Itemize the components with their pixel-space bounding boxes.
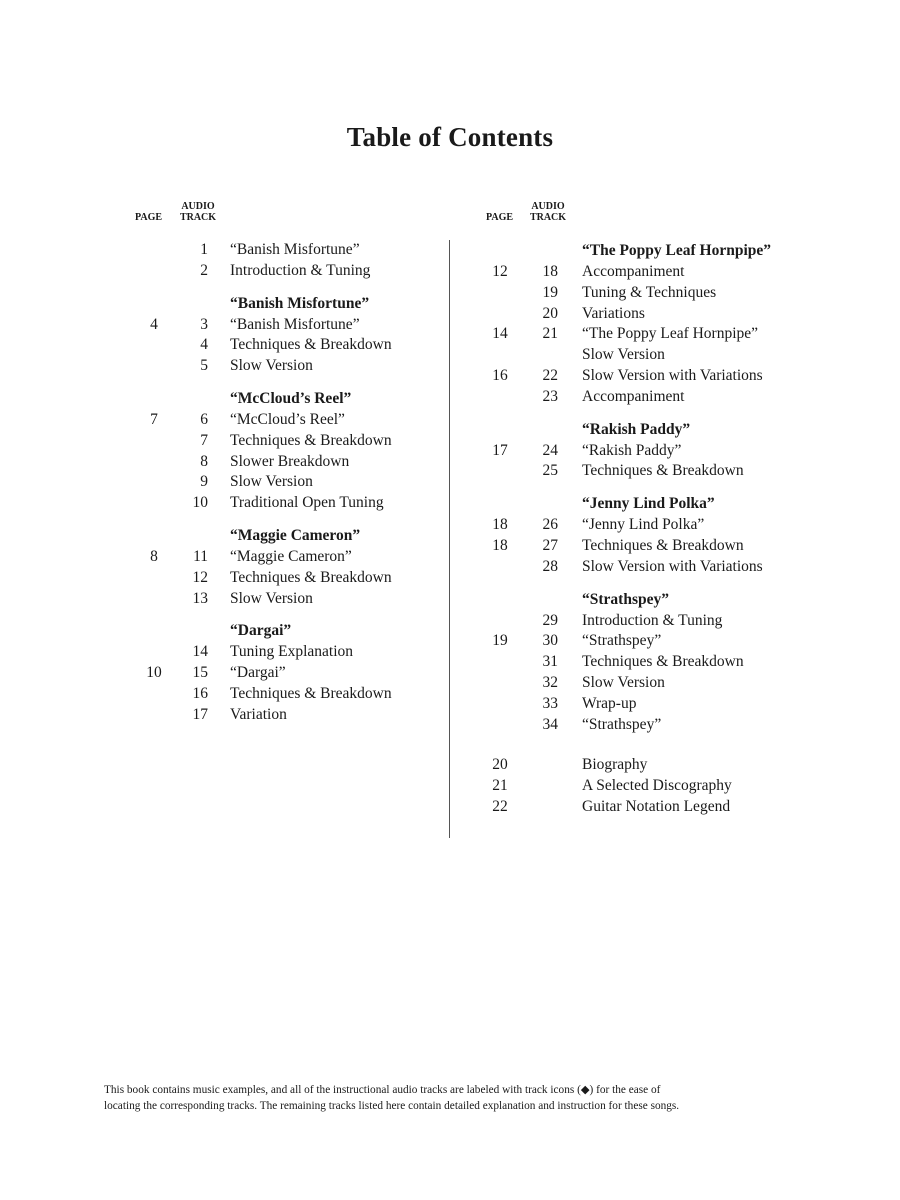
entry-track-number: 17 (192, 705, 208, 723)
toc-entry (482, 461, 812, 482)
toc-entry (130, 589, 450, 610)
entry-track-number: 13 (192, 589, 208, 607)
entry-description: Biography (582, 756, 648, 774)
toc-entry (482, 345, 812, 366)
entry-description: Slow Version (230, 589, 313, 607)
toc-entry (482, 557, 812, 578)
page-header-label: PAGE (486, 212, 514, 223)
section-title: “Rakish Paddy” (582, 420, 691, 438)
toc-entry (482, 755, 812, 776)
entry-track-number: 10 (192, 494, 208, 512)
entry-page-number: 17 (492, 441, 508, 459)
toc-entry (482, 324, 812, 345)
column-header (130, 196, 450, 240)
section-title: “McCloud’s Reel” (230, 389, 352, 407)
entry-track-number: 2 (200, 261, 208, 279)
section-title: “Dargai” (230, 622, 292, 640)
toc-entry (482, 715, 812, 736)
entry-description: Introduction & Tuning (230, 261, 371, 279)
entry-description: “Dargai” (230, 664, 286, 682)
entry-page-number: 8 (150, 547, 158, 565)
toc-entry (130, 335, 450, 356)
toc-entry (130, 315, 450, 336)
entry-track-number: 18 (542, 263, 558, 280)
audio-track-header-label: AUDIO TRACK (529, 201, 567, 223)
column-header (482, 196, 812, 240)
entry-description: Techniques & Breakdown (582, 653, 744, 671)
entry-description: “Banish Misfortune” (230, 315, 360, 333)
section-heading (130, 293, 450, 315)
entry-track-number: 32 (542, 673, 558, 691)
toc-entry (482, 387, 812, 408)
entry-track-number: 31 (542, 653, 558, 671)
footnote-line: locating the corresponding tracks. The remaining tracks listed here contain detailed explanation and instruction for these songs. (104, 1100, 680, 1112)
entry-track-number: 25 (542, 462, 558, 480)
toc-entry (482, 673, 812, 694)
toc-entry (482, 304, 812, 325)
toc-right-column (482, 196, 812, 818)
entry-description: Variations (582, 304, 645, 322)
toc-entry (130, 240, 450, 261)
entry-description: Slow Version (230, 357, 313, 375)
toc-entry (130, 642, 450, 663)
toc-entry (482, 611, 812, 632)
section-heading (482, 419, 812, 441)
entry-track-number: 1 (200, 241, 208, 258)
entry-description: A Selected Discography (582, 777, 732, 795)
entry-description: Accompaniment (582, 387, 685, 405)
entry-track-number: 14 (192, 643, 208, 661)
entry-description: Techniques & Breakdown (230, 431, 392, 449)
entry-track-number: 20 (542, 304, 558, 322)
section-title: “Jenny Lind Polka” (582, 495, 715, 513)
entry-description: Guitar Notation Legend (582, 797, 731, 815)
toc-entry (130, 493, 450, 514)
entry-track-number: 23 (542, 387, 558, 405)
entry-page-number: 16 (492, 366, 508, 384)
entry-description: Variation (230, 705, 287, 723)
entry-page-number: 22 (492, 797, 508, 815)
toc-entry (482, 366, 812, 387)
entry-track-number: 30 (542, 632, 558, 650)
section-heading (482, 589, 812, 611)
entry-page-number: 18 (492, 536, 508, 554)
toc-entry (130, 452, 450, 473)
toc-entry (482, 652, 812, 673)
entry-page-number: 19 (492, 632, 508, 650)
section-title: “Maggie Cameron” (230, 526, 361, 544)
entry-description: “The Poppy Leaf Hornpipe” (582, 325, 759, 343)
entry-description: Slow Version with Variations (582, 366, 763, 384)
entry-page-number: 12 (492, 263, 508, 280)
entry-description: Techniques & Breakdown (230, 684, 392, 702)
entry-track-number: 15 (192, 664, 208, 682)
entry-track-number: 4 (200, 336, 208, 354)
entry-description: Slower Breakdown (230, 452, 350, 470)
toc-entry (130, 663, 450, 684)
entry-description: “McCloud’s Reel” (230, 410, 345, 428)
spacer (482, 735, 812, 755)
toc-entry (130, 261, 450, 282)
entry-track-number: 29 (542, 611, 558, 629)
entry-track-number: 9 (200, 473, 208, 491)
entry-description: Accompaniment (582, 263, 685, 280)
entry-page-number: 20 (492, 756, 508, 774)
entry-track-number: 12 (192, 568, 208, 586)
entry-page-number: 4 (150, 315, 158, 333)
section-title: “The Poppy Leaf Hornpipe” (582, 242, 772, 259)
entry-track-number: 26 (542, 516, 558, 534)
toc-entry (130, 684, 450, 705)
entry-description: Slow Version (230, 473, 313, 491)
entry-track-number: 28 (542, 557, 558, 575)
toc-entry (482, 262, 812, 283)
toc-left-list (130, 240, 450, 726)
entry-track-number: 34 (542, 715, 558, 733)
entry-description: “Banish Misfortune” (230, 241, 360, 258)
entry-description: Introduction & Tuning (582, 611, 723, 629)
entry-track-number: 27 (542, 536, 558, 554)
column-divider (449, 240, 450, 838)
toc-entry (482, 441, 812, 462)
entry-description: Techniques & Breakdown (230, 336, 392, 354)
entry-page-number: 18 (492, 516, 508, 534)
entry-page-number: 21 (492, 777, 508, 795)
toc-entry (482, 631, 812, 652)
toc-right-list (482, 240, 812, 818)
toc-entry (130, 568, 450, 589)
toc-entry (130, 547, 450, 568)
entry-page-number: 10 (146, 664, 162, 682)
page-title: Table of Contents (346, 122, 554, 152)
entry-description: Wrap-up (582, 694, 637, 712)
footnote-line: This book contains music examples, and all of the instructional audio tracks are labeled with track icons (◆) for the ease of (104, 1084, 661, 1096)
section-heading (130, 388, 450, 410)
entry-description: Techniques & Breakdown (230, 568, 392, 586)
toc-entry (130, 410, 450, 431)
entry-description: Slow Version (582, 346, 665, 364)
toc-entry (130, 472, 450, 493)
entry-track-number: 6 (200, 410, 208, 428)
entry-page-number: 7 (150, 410, 158, 428)
entry-page-number: 14 (492, 325, 508, 343)
toc-left-column (130, 196, 450, 726)
entry-track-number: 11 (193, 547, 208, 565)
entry-description: “Strathspey” (582, 715, 662, 733)
toc-entry (482, 694, 812, 715)
entry-track-number: 8 (200, 452, 208, 470)
entry-description: Slow Version with Variations (582, 557, 763, 575)
section-title: “Strathspey” (582, 590, 669, 608)
entry-description: Techniques & Breakdown (582, 462, 744, 480)
entry-description: “Maggie Cameron” (230, 547, 352, 565)
toc-entry (482, 536, 812, 557)
entry-description: Traditional Open Tuning (230, 494, 384, 512)
entry-description: “Strathspey” (582, 632, 662, 650)
section-heading (482, 493, 812, 515)
toc-entry (130, 431, 450, 452)
entry-track-number: 3 (200, 315, 208, 333)
toc-entry (482, 797, 812, 818)
entry-description: Tuning Explanation (230, 643, 354, 661)
entry-track-number: 19 (542, 283, 558, 301)
entry-description: Tuning & Techniques (582, 283, 717, 301)
entry-track-number: 16 (192, 684, 208, 702)
entry-track-number: 5 (200, 357, 208, 375)
footnote (104, 1082, 804, 1114)
entry-track-number: 33 (542, 694, 558, 712)
toc-entry (482, 515, 812, 536)
entry-description: Slow Version (582, 673, 665, 691)
audio-track-header-label: AUDIO TRACK (179, 201, 217, 223)
toc-entry (130, 356, 450, 377)
entry-description: “Rakish Paddy” (582, 441, 682, 459)
entry-track-number: 7 (200, 431, 208, 449)
entry-description: Techniques & Breakdown (582, 536, 744, 554)
toc-entry (482, 776, 812, 797)
section-heading (130, 525, 450, 547)
entry-track-number: 21 (542, 325, 558, 343)
entry-track-number: 24 (542, 441, 558, 459)
section-heading (482, 240, 812, 262)
entry-track-number: 22 (542, 366, 558, 384)
page-header-label: PAGE (135, 212, 163, 223)
section-heading (130, 620, 450, 642)
entry-description: “Jenny Lind Polka” (582, 516, 705, 534)
toc-entry (482, 283, 812, 304)
section-title: “Banish Misfortune” (230, 294, 370, 312)
toc-entry (130, 705, 450, 726)
